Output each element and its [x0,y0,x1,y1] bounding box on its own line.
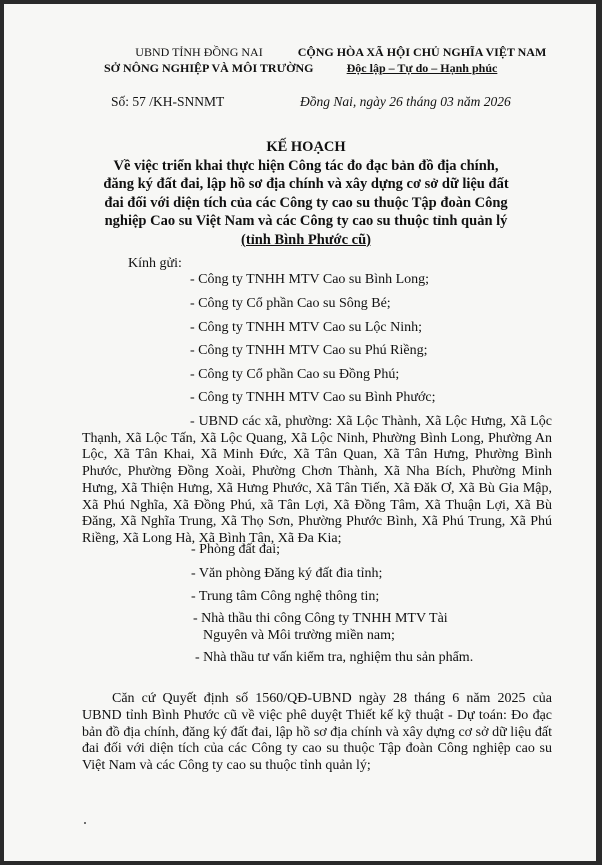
title-line: nghiệp Cao su Việt Nam và các Công ty cao su thuộc tỉnh quản lý [104,213,508,229]
document-page [4,4,596,861]
recipient-item: - Công ty TNHH MTV Cao su Bình Phước; [190,390,436,405]
recipients-label: Kính gửi: [128,256,182,271]
stray-mark [84,822,86,824]
recipient-item: - Công ty TNHH MTV Cao su Bình Long; [190,272,430,287]
nation-motto: Độc lập – Tự do – Hạnh phúc [346,61,498,75]
title-line: đăng ký đất đai, lập hồ sơ địa chính và xây dựng cơ sở dữ liệu đất [103,176,509,192]
paragraph-text: Căn cứ Quyết định số 1560/QĐ-UBND ngày 28 tháng 6 năm 2025 của UBND tỉnh Bình Phước cũ về việc phê duyệt Thiết kế kỹ thuật - Dự toán: Đo đạc bản đồ địa chính, đăng ký đất đai, lập hồ sơ địa chính và xây dựng cơ sở dữ liệu đất đai đối với diện tích của các Công ty cao su thuộc Tập đoàn Công nghiệp cao su Việt Nam và các Công ty cao su thuộc tỉnh quản lý; [82,691,552,774]
issuing-organization [104,44,314,76]
recipient-ubnd-list [82,414,552,548]
org-line-2: SỞ NÔNG NGHIỆP VÀ MÔI TRƯỜNG [104,61,314,75]
recipient-item: - Công ty Cổ phần Cao su Sông Bé; [190,296,391,311]
recipient-item: - Nhà thầu thi công Công ty TNHH MTV Tài [193,611,448,626]
nation-line-1: CỘNG HÒA XÃ HỘI CHỦ NGHĨA VIỆT NAM [297,45,547,59]
document-date: Đồng Nai, ngày 26 tháng 03 năm 2026 [300,94,511,109]
ubnd-text: - UBND các xã, phường: Xã Lộc Thành, Xã Lộc Hưng, Xã Lộc Thạnh, Xã Lộc Tấn, Xã Lộc Quang, Xã Lộc Ninh, Phường Bình Long, Phường An Lộc, Xã Tân Khai, Xã Minh Đức, Xã Tân Quan, Xã Tân Hưng, Phường Bình Phước, Phường Đồng Xoài, Phường Chơn Thành, Xã Nha Bích, Phường Minh Hưng, Xã Thiện Hưng, Xã Hưng Phước, Xã Tân Tiến, Xã Đăk Ơ, Xã Bù Gia Mập, Xã Phú Nghĩa, Xã Đồng Phú, xã Tân Lợi, Xã Đồng Tâm, Xã Thuận Lợi, Xã Bù Đăng, Xã Nghĩa Trung, Xã Thọ Sơn, Phường Phước Bình, Xã Phú Trung, Xã Phú Riềng, Xã Long Hà, Xã Bình Tân, Xã Đa Kia; [82,414,552,546]
recipient-item: - Nhà thầu tư vấn kiểm tra, nghiệm thu sản phẩm. [195,650,474,665]
document-title [64,138,548,249]
title-heading: KẾ HOẠCH [266,139,346,155]
recipient-item: - Phòng đất đai; [191,542,281,557]
recipient-item: - Công ty Cổ phần Cao su Đồng Phú; [190,367,400,382]
legal-basis-paragraph [82,691,552,775]
recipient-item-continued: Nguyên và Môi trường miền nam; [203,628,395,643]
title-line: (tỉnh Bình Phước cũ) [241,231,371,248]
recipient-item: - Công ty TNHH MTV Cao su Phú Riềng; [190,343,428,358]
recipient-item: - Trung tâm Công nghệ thông tin; [191,589,380,604]
title-line: đai đối với diện tích của các Công ty cao su thuộc Tập đoàn Công [104,194,508,211]
title-line: Về việc triển khai thực hiện Công tác đo đạc bản đồ địa chính, [113,157,499,174]
recipient-item: - Công ty TNHH MTV Cao su Lộc Ninh; [190,320,423,335]
recipient-item: - Văn phòng Đăng ký đất đia tỉnh; [191,566,383,581]
org-line-1: UBND TỈNH ĐỒNG NAI [135,45,263,59]
national-header [282,44,562,76]
document-number: Số: 57 /KH-SNNMT [111,94,225,109]
